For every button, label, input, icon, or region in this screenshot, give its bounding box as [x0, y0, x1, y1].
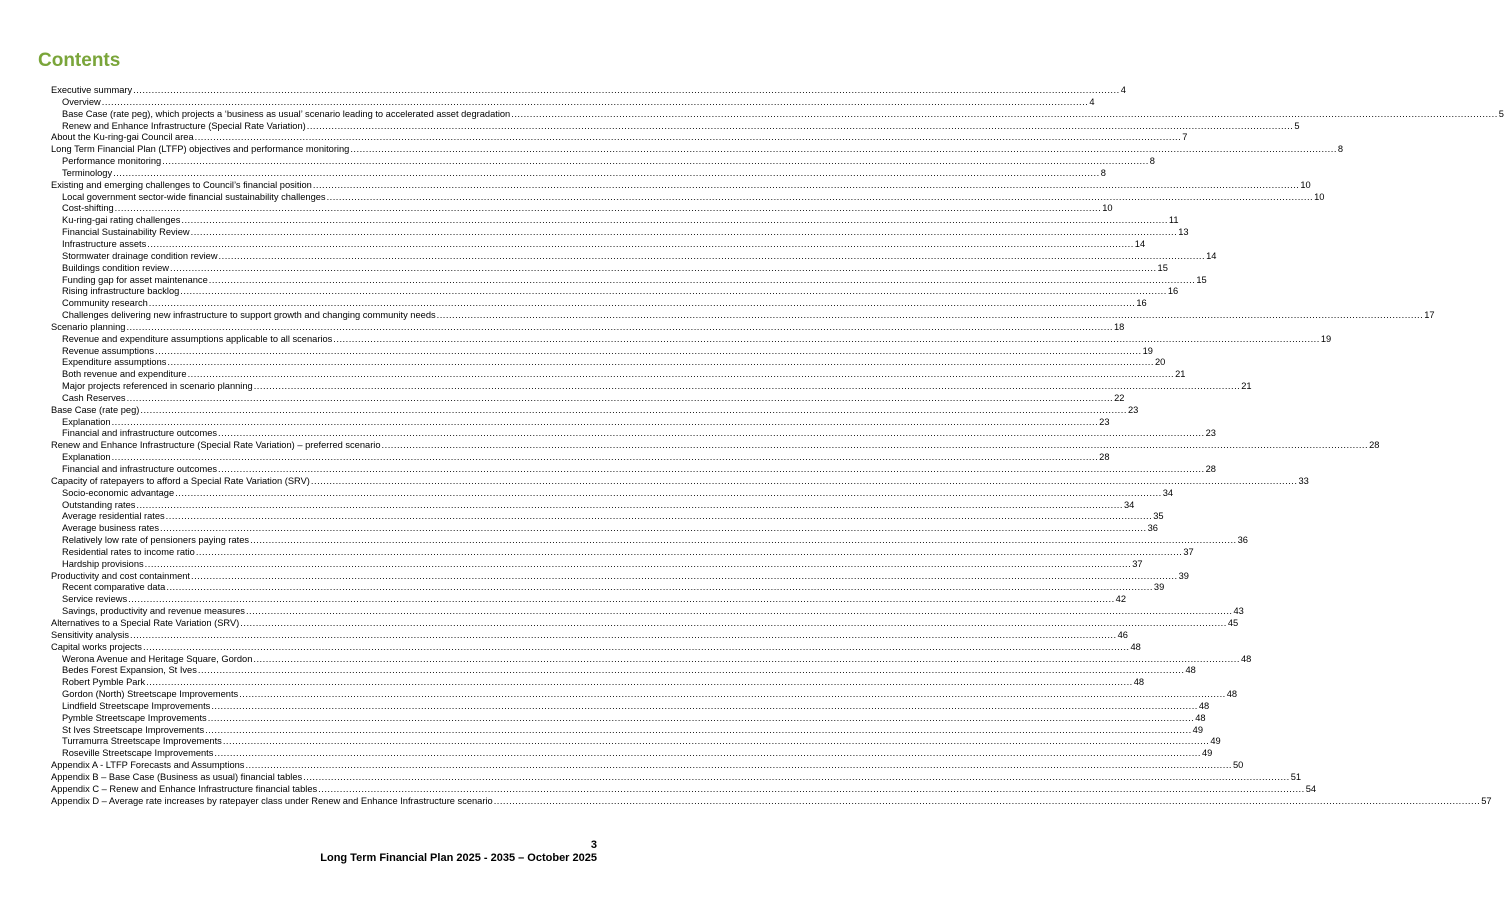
toc-entry-title: Robert Pymble Park	[62, 677, 146, 688]
toc-entry-title: St Ives Streetscape Improvements	[62, 724, 205, 735]
toc-entry[interactable]	[51, 736, 1221, 748]
toc-entry-title: Appendix C – Renew and Enhance Infrastructure financial tables	[51, 783, 318, 794]
toc-entry[interactable]	[51, 96, 1095, 109]
toc-entry[interactable]	[51, 156, 1155, 168]
toc-entry-page: 22	[1114, 392, 1125, 403]
toc-entry-page: 42	[1115, 594, 1127, 605]
toc-entry-title: Cost-shifting	[62, 203, 114, 214]
toc-entry-page: 54	[1305, 783, 1317, 794]
toc-entry[interactable]	[51, 582, 1165, 594]
toc-entry-title: Werona Avenue and Heritage Square, Gordon	[62, 653, 253, 664]
toc-entry-page: 10	[1102, 203, 1113, 214]
toc-entry[interactable]	[51, 369, 1186, 381]
toc-entry-title: Productivity and cost containment	[51, 570, 191, 581]
toc-entry-title: Base Case (rate peg)	[51, 404, 140, 415]
toc-entry-page: 18	[1114, 321, 1125, 332]
toc-entry[interactable]	[51, 440, 1380, 452]
toc-leader-dots	[180, 286, 1167, 298]
toc-entry-page: 21	[1241, 381, 1252, 392]
toc-entry-page: 48	[1133, 677, 1145, 688]
toc-entry-page: 28	[1369, 440, 1380, 451]
toc-entry-title: Overview	[62, 96, 101, 107]
toc-entry-page: 23	[1127, 404, 1139, 415]
toc-entry[interactable]	[51, 404, 1139, 417]
toc-entry-title: Capital works projects	[51, 641, 142, 652]
toc-entry[interactable]	[51, 144, 1344, 156]
toc-leader-dots	[126, 322, 1113, 334]
toc-entry[interactable]	[51, 203, 1113, 215]
toc-leader-dots	[250, 535, 1237, 547]
toc-leader-dots	[170, 263, 1157, 275]
toc-entry-title: Rising infrastructure backlog	[62, 286, 180, 297]
toc-entry-title: Average business rates	[62, 523, 159, 534]
toc-entry-page: 50	[1233, 760, 1244, 771]
toc-leader-dots	[511, 109, 1498, 121]
toc-entry-page: 45	[1227, 617, 1239, 628]
toc-entry[interactable]	[51, 464, 1216, 476]
toc-entry-title: Bedes Forest Expansion, St Ives	[62, 665, 197, 676]
toc-leader-dots	[211, 701, 1198, 713]
toc-entry-page: 48	[1198, 700, 1210, 711]
toc-leader-dots	[133, 85, 1120, 97]
toc-leader-dots	[112, 417, 1099, 429]
toc-entry[interactable]	[51, 570, 1189, 583]
toc-entry-page: 15	[1157, 262, 1168, 273]
toc-leader-dots	[350, 144, 1337, 156]
toc-entry[interactable]	[51, 321, 1125, 334]
toc-leader-dots	[166, 582, 1153, 594]
toc-entry-page: 5	[1294, 120, 1300, 131]
toc-entry-title: Revenue assumptions	[62, 345, 154, 356]
toc-entry-title: Financial Sustainability Review	[62, 227, 190, 238]
toc-entry-page: 48	[1226, 689, 1238, 700]
toc-entry-page: 10	[1314, 191, 1325, 202]
toc-entry-page: 16	[1136, 298, 1147, 309]
toc-entry-title: Funding gap for asset maintenance	[62, 274, 208, 285]
toc-entry-page: 8	[1149, 156, 1155, 167]
toc-entry-title: Major projects referenced in scenario planning	[62, 381, 253, 392]
toc-entry-page: 48	[1185, 665, 1196, 676]
toc-entry[interactable]	[51, 499, 1135, 512]
toc-leader-dots	[198, 665, 1185, 677]
toc-entry-title: Explanation	[62, 416, 111, 427]
toc-entry-page: 34	[1162, 487, 1174, 498]
toc-leader-dots	[253, 654, 1240, 666]
toc-entry-title: Infrastructure assets	[62, 238, 147, 249]
toc-entry-page: 37	[1183, 546, 1194, 557]
toc-entry-page: 43	[1233, 606, 1244, 617]
toc-leader-dots	[245, 760, 1232, 772]
toc-entry[interactable]	[51, 487, 1174, 500]
toc-entry[interactable]	[51, 594, 1127, 606]
page-title: Contents	[38, 50, 121, 71]
toc-entry[interactable]	[51, 665, 1196, 677]
toc-entry-page: 4	[1120, 85, 1126, 95]
toc-entry-title: Local government sector-wide financial sustainability challenges	[62, 191, 326, 202]
toc-entry-page: 8	[1337, 144, 1344, 155]
toc-leader-dots	[494, 796, 1481, 808]
toc-entry-page: 5	[1498, 108, 1504, 119]
toc-leader-dots	[188, 369, 1175, 381]
toc-entry-page: 15	[1196, 274, 1207, 285]
toc-entry[interactable]	[51, 795, 1492, 808]
toc-leader-dots	[327, 192, 1314, 204]
toc-entry-page: 28	[1205, 464, 1216, 474]
toc-entry[interactable]	[51, 132, 1188, 144]
footer-document-title: Long Term Financial Plan 2025 - 2035 – October 2025	[320, 852, 597, 864]
toc-entry-title: Recent comparative data	[62, 582, 166, 593]
toc-entry-title: About the Ku-ring-gai Council area	[51, 132, 194, 143]
toc-entry-title: Revenue and expenditure assumptions applicable to all scenarios	[62, 333, 333, 344]
toc-entry-title: Turramurra Streetscape Improvements	[62, 736, 222, 747]
toc-entry-title: Both revenue and expenditure	[62, 369, 187, 380]
toc-entry-page: 14	[1206, 250, 1217, 261]
toc-entry-title: Buildings condition review	[62, 262, 169, 273]
toc-entry[interactable]	[51, 310, 1435, 322]
toc-entry-title: Sensitivity analysis	[51, 629, 130, 640]
toc-leader-dots	[136, 500, 1123, 512]
toc-leader-dots	[115, 203, 1102, 215]
toc-entry[interactable]	[51, 641, 1141, 654]
toc-leader-dots	[191, 227, 1178, 239]
toc-entry-page: 49	[1201, 748, 1213, 759]
toc-entry[interactable]	[51, 677, 1145, 689]
toc-entry-title: Appendix D – Average rate increases by ratepayer class under Renew and Enhance Infrastructure scenario	[51, 795, 493, 806]
toc-entry-title: Stormwater drainage condition review	[62, 250, 218, 261]
toc-entry[interactable]	[51, 227, 1189, 239]
toc-leader-dots	[140, 405, 1127, 417]
toc-leader-dots	[113, 168, 1100, 180]
toc-entry-page: 34	[1123, 499, 1135, 510]
toc-leader-dots	[102, 97, 1089, 109]
toc-leader-dots	[246, 606, 1233, 618]
toc-leader-dots	[223, 736, 1210, 748]
toc-leader-dots	[205, 725, 1192, 737]
toc-leader-dots	[382, 440, 1369, 452]
toc-entry-title: Executive summary	[51, 85, 133, 95]
toc-entry[interactable]	[51, 428, 1216, 440]
toc-leader-dots	[333, 334, 1320, 346]
toc-entry-title: Challenges delivering new infrastructure to support growth and changing community needs	[62, 310, 436, 321]
toc-entry[interactable]	[51, 345, 1153, 358]
toc-leader-dots	[130, 630, 1117, 642]
toc-entry-page: 48	[1240, 653, 1252, 664]
toc-entry[interactable]	[51, 760, 1244, 772]
toc-entry-title: Pymble Streetscape Improvements	[62, 712, 207, 723]
toc-entry-page: 20	[1154, 357, 1166, 368]
toc-leader-dots	[307, 121, 1294, 133]
toc-entry-title: Outstanding rates	[62, 499, 136, 510]
toc-entry-page: 36	[1237, 535, 1248, 546]
toc-entry[interactable]	[51, 381, 1252, 393]
toc-entry[interactable]	[51, 606, 1244, 618]
toc-entry-title: Financial and infrastructure outcomes	[62, 428, 218, 439]
toc-entry[interactable]	[51, 629, 1128, 642]
toc-entry[interactable]	[51, 191, 1325, 204]
toc-entry-title: Financial and infrastructure outcomes	[62, 464, 218, 474]
toc-leader-dots	[167, 357, 1154, 369]
toc-leader-dots	[145, 559, 1132, 571]
toc-entry-title: Terminology	[62, 167, 113, 178]
toc-entry-title: Hardship provisions	[62, 558, 144, 569]
toc-entry-page: 35	[1153, 511, 1164, 522]
toc-entry-page: 51	[1290, 771, 1302, 782]
toc-leader-dots	[149, 298, 1136, 310]
toc-entry[interactable]	[51, 85, 1126, 97]
toc-entry[interactable]	[51, 689, 1238, 701]
toc-entry-title: Average residential rates	[62, 511, 165, 522]
toc-entry-page: 13	[1178, 227, 1189, 238]
toc-entry-page: 4	[1089, 96, 1095, 107]
toc-entry[interactable]	[51, 475, 1309, 488]
toc-entry[interactable]	[51, 783, 1317, 796]
toc-entry-page: 14	[1134, 238, 1146, 249]
toc-leader-dots	[143, 642, 1130, 654]
toc-entry-page: 48	[1130, 641, 1141, 652]
toc-entry-page: 23	[1205, 428, 1216, 439]
toc-entry-title: Appendix B – Base Case (Business as usual) financial tables	[51, 771, 303, 782]
toc-entry[interactable]	[51, 748, 1213, 760]
toc-entry[interactable]	[51, 546, 1194, 559]
toc-leader-dots	[166, 511, 1153, 523]
toc-leader-dots	[219, 251, 1206, 263]
toc-entry[interactable]	[51, 179, 1311, 192]
toc-entry-page: 39	[1178, 570, 1189, 581]
toc-entry-page: 11	[1168, 215, 1179, 226]
toc-entry-page: 37	[1132, 558, 1143, 569]
toc-leader-dots	[218, 428, 1205, 440]
toc-entry[interactable]	[51, 238, 1146, 251]
toc-entry-page: 49	[1192, 724, 1204, 735]
toc-entry-title: Cash Reserves	[62, 392, 126, 403]
toc-entry-title: Existing and emerging challenges to Council’s financial position	[51, 179, 312, 190]
toc-entry-page: 23	[1099, 416, 1110, 427]
toc-entry[interactable]	[51, 286, 1179, 298]
toc-leader-dots	[209, 275, 1196, 287]
toc-entry-page: 39	[1153, 582, 1165, 593]
toc-entry-page: 48	[1195, 712, 1206, 723]
toc-entry-title: Renew and Enhance Infrastructure (Special Rate Variation)	[62, 120, 306, 131]
toc-entry[interactable]	[51, 262, 1168, 275]
toc-entry-title: Appendix A - LTFP Forecasts and Assumptions	[51, 760, 245, 771]
toc-entry[interactable]	[51, 416, 1110, 429]
toc-entry-page: 21	[1175, 369, 1186, 380]
toc-entry[interactable]	[51, 108, 1504, 121]
toc-leader-dots	[240, 618, 1227, 630]
toc-leader-dots	[208, 713, 1195, 725]
toc-entry-page: 19	[1142, 345, 1153, 356]
toc-entry-title: Savings, productivity and revenue measures	[62, 606, 245, 617]
toc-entry[interactable]	[51, 357, 1166, 369]
toc-entry-page: 57	[1481, 795, 1492, 806]
toc-entry-page: 10	[1300, 179, 1311, 190]
toc-entry-page: 49	[1210, 736, 1221, 747]
toc-leader-dots	[218, 464, 1205, 476]
toc-entry[interactable]	[51, 712, 1206, 725]
toc-leader-dots	[175, 488, 1162, 500]
toc-entry-title: Explanation	[62, 452, 111, 463]
toc-leader-dots	[214, 748, 1201, 760]
toc-entry[interactable]	[51, 653, 1252, 666]
toc-entry-title: Renew and Enhance Infrastructure (Special Rate Variation) – preferred scenario	[51, 440, 381, 451]
toc-entry-title: Expenditure assumptions	[62, 357, 167, 368]
toc-entry[interactable]	[51, 215, 1179, 227]
toc-entry[interactable]	[51, 298, 1147, 310]
toc-leader-dots	[437, 310, 1424, 322]
toc-entry[interactable]	[51, 700, 1210, 713]
toc-entry-title: Roseville Streetscape Improvements	[62, 748, 214, 759]
toc-leader-dots	[155, 346, 1142, 358]
toc-entry-page: 46	[1117, 629, 1128, 640]
toc-entry-page: 16	[1167, 286, 1179, 297]
toc-entry-title: Residential rates to income ratio	[62, 546, 195, 557]
toc-entry-title: Lindfield Streetscape Improvements	[62, 700, 211, 711]
toc-leader-dots	[254, 381, 1241, 393]
page-number: 3	[590, 839, 597, 851]
toc-entry[interactable]	[51, 120, 1300, 133]
toc-entry[interactable]	[51, 511, 1164, 523]
toc-leader-dots	[196, 547, 1183, 559]
toc-entry-page: 7	[1182, 132, 1188, 143]
toc-leader-dots	[112, 452, 1099, 464]
toc-entry[interactable]	[51, 167, 1106, 180]
toc-leader-dots	[160, 523, 1147, 535]
toc-leader-dots	[147, 239, 1134, 251]
toc-leader-dots	[313, 180, 1300, 192]
toc-leader-dots	[191, 571, 1178, 583]
toc-leader-dots	[127, 393, 1114, 405]
toc-leader-dots	[128, 594, 1115, 606]
toc-entry-title: Base Case (rate peg), which projects a ‘business as usual’ scenario leading to accelerated asset degradation	[62, 108, 511, 119]
toc-entry[interactable]	[51, 250, 1217, 263]
toc-entry[interactable]	[51, 617, 1239, 630]
toc-entry-title: Service reviews	[62, 594, 128, 605]
toc-entry-page: 36	[1147, 523, 1158, 534]
toc-leader-dots	[303, 772, 1290, 784]
toc-entry[interactable]	[51, 523, 1158, 535]
toc-leader-dots	[146, 677, 1133, 689]
toc-entry-title: Socio-economic advantage	[62, 487, 175, 498]
toc-entry-page: 17	[1424, 310, 1435, 321]
toc-entry[interactable]	[51, 333, 1332, 346]
table-of-contents	[51, 85, 1504, 807]
toc-entry-title: Relatively low rate of pensioners paying rates	[62, 535, 250, 546]
toc-entry[interactable]	[51, 558, 1143, 571]
toc-entry-page: 33	[1298, 475, 1309, 486]
toc-entry-title: Gordon (North) Streetscape Improvements	[62, 689, 239, 700]
toc-entry[interactable]	[51, 724, 1204, 737]
toc-entry-title: Scenario planning	[51, 321, 126, 332]
toc-entry[interactable]	[51, 771, 1302, 784]
toc-entry-title: Capacity of ratepayers to afford a Special Rate Variation (SRV)	[51, 475, 310, 486]
toc-leader-dots	[162, 156, 1149, 168]
toc-entry-title: Alternatives to a Special Rate Variation (SRV)	[51, 617, 240, 628]
toc-entry-title: Community research	[62, 298, 148, 309]
toc-entry-title: Long Term Financial Plan (LTFP) objectives and performance monitoring	[51, 144, 350, 155]
toc-leader-dots	[239, 689, 1226, 701]
toc-entry-title: Ku-ring-gai rating challenges	[62, 215, 181, 226]
toc-leader-dots	[181, 215, 1168, 227]
toc-leader-dots	[318, 784, 1305, 796]
toc-entry-page: 19	[1320, 333, 1332, 344]
toc-leader-dots	[195, 132, 1182, 144]
toc-entry[interactable]	[51, 535, 1248, 547]
toc-entry-title: Performance monitoring	[62, 156, 162, 167]
toc-leader-dots	[311, 476, 1298, 488]
toc-entry[interactable]	[51, 452, 1110, 464]
toc-entry[interactable]	[51, 392, 1125, 405]
toc-entry[interactable]	[51, 274, 1207, 287]
toc-entry-page: 8	[1100, 167, 1106, 178]
toc-entry-page: 28	[1099, 452, 1110, 463]
